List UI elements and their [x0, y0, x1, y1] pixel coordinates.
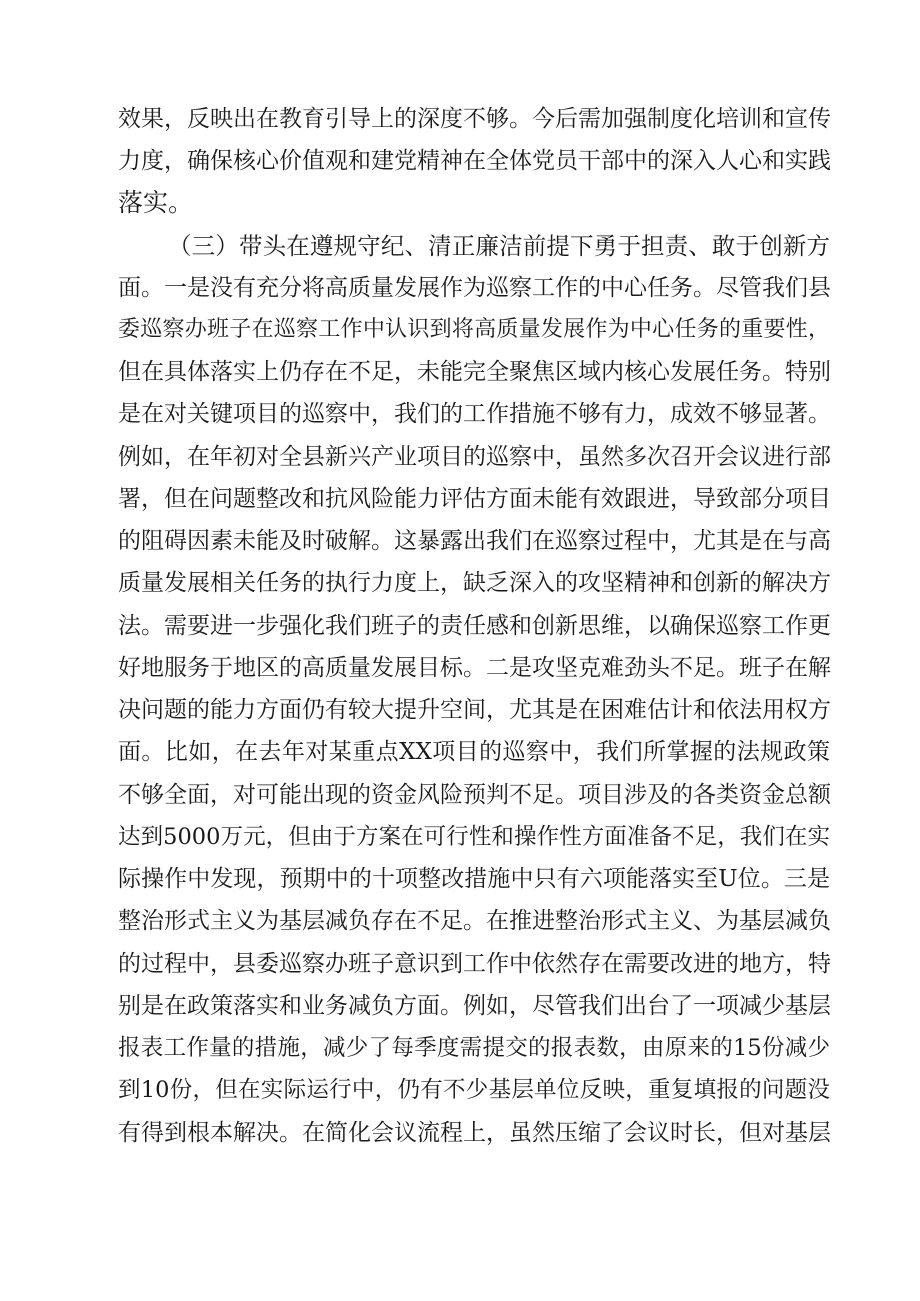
- text-line: 委巡察办班子在巡察工作中认识到将高质量发展作为中心任务的重要性，: [118, 317, 830, 342]
- text-line: 效果，反映出在教育引导上的深度不够。今后需加强制度化培训和宣传: [118, 106, 831, 132]
- text-line: 是在对关键项目的巡察中，我们的工作措施不够有力，成效不够显著。: [118, 401, 831, 427]
- text-line: 署，但在问题整改和抗风险能力评估方面未能有效跟进，导致部分项目: [118, 486, 831, 512]
- text-line: 有得到根本解决。在简化会议流程上，虽然压缩了会议时长，但对基层: [118, 1120, 831, 1146]
- text-line: 但在具体落实上仍存在不足，未能完全聚焦区域内核心发展任务。特别: [118, 359, 831, 385]
- text-line: 力度，确保核心价值观和建党精神在全体党员干部中的深入人心和实践: [118, 148, 831, 174]
- text-line: 别是在政策落实和业务减负方面。例如，尽管我们出台了一项减少基层: [118, 993, 831, 1019]
- text-line: 的过程中，县委巡察办班子意识到工作中依然存在需要改进的地方，特: [118, 951, 831, 977]
- text-line: 面。一是没有充分将高质量发展作为巡察工作的中心任务。尽管我们县: [118, 275, 831, 301]
- text-line: 例如，在年初对全县新兴产业项目的巡察中，虽然多次召开会议进行部: [118, 444, 831, 470]
- text-line: 决问题的能力方面仍有较大提升空间，尤其是在困难估计和依法用权方: [118, 697, 831, 723]
- text-line: 整治形式主义为基层减负存在不足。在推进整治形式主义、为基层减负: [118, 908, 831, 934]
- text-line: 到10份，但在实际运行中，仍有不少基层单位反映，重复填报的问题没: [118, 1077, 830, 1103]
- text-line: 好地服务于地区的高质量发展目标。二是攻坚克难劲头不足。班子在解: [118, 655, 831, 681]
- text-line: 面。比如，在去年对某重点XX项目的巡察中，我们所掌握的法规政策: [118, 739, 830, 765]
- text-line: 不够全面，对可能出现的资金风险预判不足。项目涉及的各类资金总额: [118, 782, 831, 808]
- text-line: 质量发展相关任务的执行力度上，缺乏深入的攻坚精神和创新的解决方: [118, 570, 831, 596]
- section-heading-line: （三）带头在遵规守纪、清正廉洁前提下勇于担责、敢于创新方: [168, 232, 830, 260]
- text-line: 落实。: [118, 188, 194, 217]
- text-line: 报表工作量的措施，减少了每季度需提交的报表数，由原来的15份减少: [118, 1035, 830, 1061]
- text-line: 达到5000万元，但由于方案在可行性和操作性方面准备不足，我们在实: [118, 824, 830, 850]
- text-line: 的阻碍因素未能及时破解。这暴露出我们在巡察过程中，尤其是在与高: [118, 528, 831, 554]
- text-line: 法。需要进一步强化我们班子的责任感和创新思维，以确保巡察工作更: [118, 613, 831, 639]
- text-line: 际操作中发现，预期中的十项整改措施中只有六项能落实至U位。三是: [118, 866, 830, 892]
